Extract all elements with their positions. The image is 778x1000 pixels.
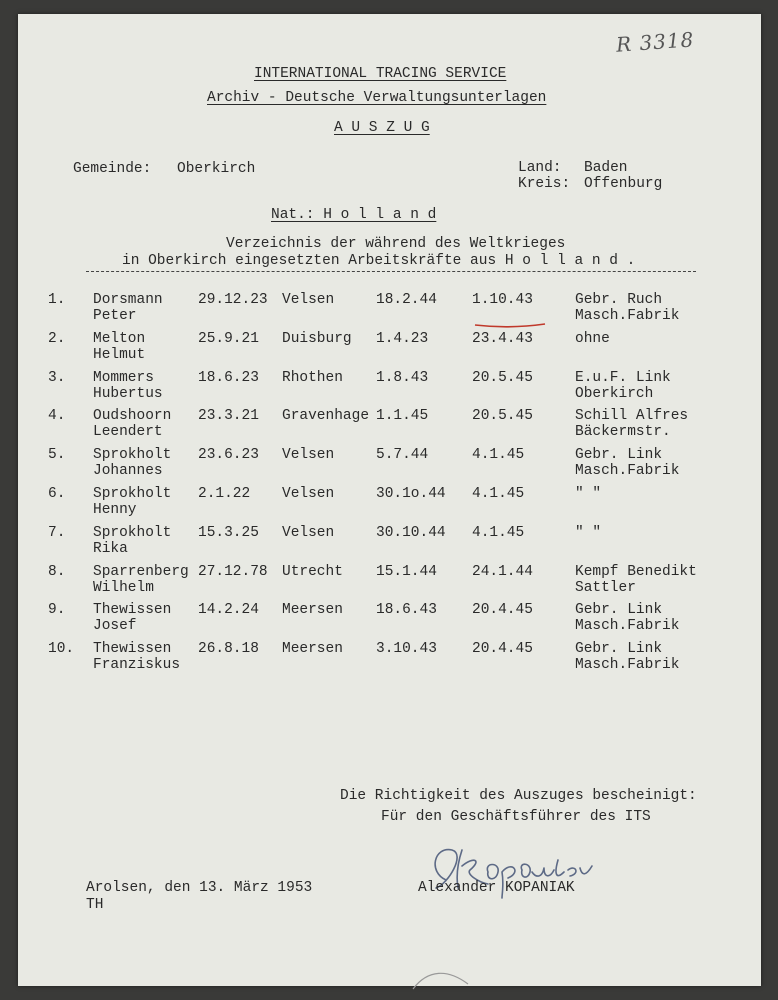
cell-surname: Thewissen	[93, 641, 172, 658]
cell-num: 10.	[48, 641, 75, 658]
cell-given: Peter	[93, 308, 137, 324]
cell-num: 5.	[48, 447, 66, 464]
nationality-heading: Nat.: H o l l a n d	[271, 207, 437, 223]
cell-given: Rika	[93, 540, 128, 557]
cell-num: 2.	[48, 330, 66, 347]
cell-emp2: Masch.Fabrik	[575, 463, 680, 480]
cell-surname: Sprokholt	[93, 486, 172, 502]
cell-given: Hubertus	[93, 385, 163, 402]
cell-place: Velsen	[282, 292, 335, 308]
cell-emp2: Bäckermstr.	[575, 424, 671, 441]
red-underline-mark	[474, 323, 546, 329]
header-archive: Archiv - Deutsche Verwaltungsunterlagen	[207, 90, 547, 106]
cell-place: Gravenhage	[282, 408, 370, 425]
faint-mark	[408, 964, 478, 994]
cell-birth: 15.3.25	[198, 524, 259, 541]
cell-given: Franziskus	[93, 657, 181, 674]
cell-emp2: Sattler	[575, 579, 636, 596]
gemeinde-value: Oberkirch	[177, 161, 256, 177]
cell-birth: 29.12.23	[198, 292, 268, 308]
cell-given: Josef	[93, 618, 137, 635]
typist-initials: TH	[86, 897, 104, 913]
cell-emp1: " "	[575, 524, 602, 541]
cell-emp1: ohne	[575, 330, 610, 347]
cell-birth: 23.6.23	[198, 447, 259, 464]
cell-emp1: Schill Alfres	[575, 408, 689, 425]
cell-to: 23.4.43	[472, 330, 533, 347]
cell-emp2: Oberkirch	[575, 385, 654, 402]
cell-birth: 23.3.21	[198, 408, 259, 425]
cell-place: Utrecht	[282, 563, 343, 580]
document-title: A U S Z U G	[334, 120, 430, 136]
certification-line-2: Für den Geschäftsführer des ITS	[381, 809, 651, 825]
cell-from: 1.4.23	[376, 330, 429, 347]
cell-place: Velsen	[282, 447, 335, 464]
cell-to: 20.5.45	[472, 369, 533, 386]
cell-to: 20.5.45	[472, 408, 533, 425]
cell-given: Johannes	[93, 463, 163, 480]
header-organization: INTERNATIONAL TRACING SERVICE	[254, 66, 507, 82]
cell-from: 18.6.43	[376, 602, 437, 619]
cell-num: 1.	[48, 292, 66, 308]
cell-birth: 14.2.24	[198, 602, 259, 619]
cell-surname: Sparrenberg	[93, 563, 189, 580]
cell-emp2: Masch.Fabrik	[575, 657, 680, 674]
document-page	[18, 14, 761, 986]
cell-emp1: Gebr. Link	[575, 602, 663, 619]
cell-place: Duisburg	[282, 330, 352, 347]
intro-line-2: in Oberkirch eingesetzten Arbeitskräfte aus H o l l a n d .	[122, 253, 636, 269]
place-and-date: Arolsen, den 13. März 1953	[86, 880, 313, 896]
cell-emp2: Masch.Fabrik	[575, 618, 680, 635]
dashed-divider	[86, 271, 696, 272]
cell-emp1: Gebr. Link	[575, 447, 663, 464]
cell-given: Henny	[93, 502, 137, 518]
cell-from: 15.1.44	[376, 563, 437, 580]
cell-place: Rhothen	[282, 369, 343, 386]
cell-from: 3.10.43	[376, 641, 437, 658]
cell-num: 3.	[48, 369, 66, 386]
cell-surname: Mommers	[93, 369, 154, 386]
cell-birth: 26.8.18	[198, 641, 259, 658]
cell-to: 20.4.45	[472, 641, 533, 658]
cell-num: 9.	[48, 602, 66, 619]
cell-given: Leendert	[93, 424, 163, 441]
signatory-name: Alexander KOPANIAK	[418, 880, 575, 896]
cell-birth: 27.12.78	[198, 563, 268, 580]
cell-from: 18.2.44	[376, 292, 437, 308]
cell-surname: Oudshoorn	[93, 408, 172, 425]
cell-num: 6.	[48, 486, 66, 502]
cell-emp1: E.u.F. Link	[575, 369, 671, 386]
cell-given: Wilhelm	[93, 579, 154, 596]
cell-birth: 2.1.22	[198, 486, 251, 502]
cell-emp1: Gebr. Link	[575, 641, 663, 658]
cell-num: 7.	[48, 524, 66, 541]
cell-birth: 18.6.23	[198, 369, 259, 386]
archive-reference: R 3318	[615, 27, 696, 57]
cell-given: Helmut	[93, 346, 146, 363]
cell-from: 30.10.44	[376, 524, 446, 541]
cell-from: 1.1.45	[376, 408, 429, 425]
cell-place: Velsen	[282, 486, 335, 502]
cell-num: 4.	[48, 408, 66, 425]
cell-emp1: Gebr. Ruch	[575, 292, 663, 308]
cell-birth: 25.9.21	[198, 330, 259, 347]
intro-line-1: Verzeichnis der während des Weltkrieges	[226, 236, 566, 252]
cell-emp1: " "	[575, 486, 602, 502]
certification-line-1: Die Richtigkeit des Auszuges bescheinigt:	[340, 788, 697, 804]
cell-to: 4.1.45	[472, 447, 525, 464]
cell-surname: Sprokholt	[93, 447, 172, 464]
cell-surname: Thewissen	[93, 602, 172, 619]
cell-surname: Sprokholt	[93, 524, 172, 541]
cell-from: 1.8.43	[376, 369, 429, 386]
cell-to: 20.4.45	[472, 602, 533, 619]
kreis-label: Kreis:	[518, 176, 571, 192]
gemeinde-label: Gemeinde:	[73, 161, 152, 177]
cell-place: Meersen	[282, 641, 343, 658]
land-value: Baden	[584, 160, 628, 176]
cell-surname: Melton	[93, 330, 146, 347]
cell-emp1: Kempf Benedikt	[575, 563, 697, 580]
kreis-value: Offenburg	[584, 176, 663, 192]
land-label: Land:	[518, 160, 562, 176]
cell-to: 4.1.45	[472, 524, 525, 541]
cell-surname: Dorsmann	[93, 292, 163, 308]
cell-place: Velsen	[282, 524, 335, 541]
cell-from: 30.1o.44	[376, 486, 446, 502]
cell-num: 8.	[48, 563, 66, 580]
cell-place: Meersen	[282, 602, 343, 619]
cell-to: 24.1.44	[472, 563, 533, 580]
cell-to: 4.1.45	[472, 486, 525, 502]
cell-emp2: Masch.Fabrik	[575, 308, 680, 324]
cell-from: 5.7.44	[376, 447, 429, 464]
cell-to: 1.10.43	[472, 292, 533, 308]
